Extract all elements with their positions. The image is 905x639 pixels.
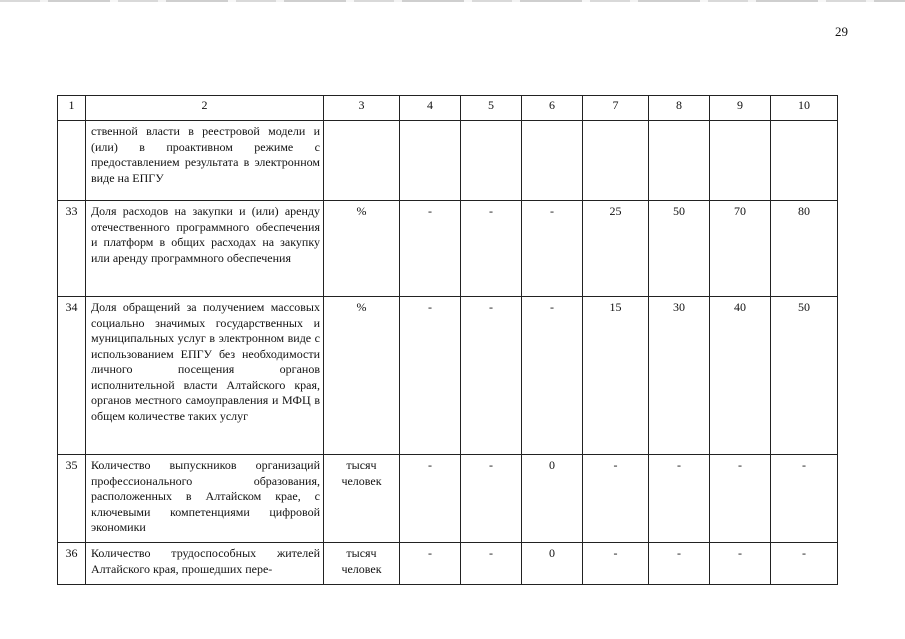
value-cell: - — [649, 543, 710, 585]
value-cell: - — [710, 455, 771, 543]
row-number: 34 — [58, 297, 86, 455]
header-cell: 8 — [649, 96, 710, 121]
value-cell — [710, 121, 771, 201]
page-number: 29 — [835, 24, 848, 39]
value-cell: - — [583, 543, 649, 585]
value-cell: - — [461, 543, 522, 585]
header-cell: 1 — [58, 96, 86, 121]
indicator-description: Количество трудоспособных жителей Алтайского края, прошедших пере- — [86, 543, 324, 585]
row-number: 33 — [58, 201, 86, 297]
header-cell: 10 — [771, 96, 838, 121]
row-number: 35 — [58, 455, 86, 543]
value-cell: 15 — [583, 297, 649, 455]
value-cell: 0 — [522, 455, 583, 543]
value-cell: - — [400, 297, 461, 455]
value-cell: - — [400, 543, 461, 585]
value-cell — [649, 121, 710, 201]
indicator-description: Количество выпускников организаций профессионального образования, расположенных в Алтайском крае, с ключевыми компетенциями цифровой экономики — [86, 455, 324, 543]
value-cell: 80 — [771, 201, 838, 297]
value-cell: 70 — [710, 201, 771, 297]
row-number — [58, 121, 86, 201]
unit-cell: % — [324, 201, 400, 297]
unit-cell: тысяч человек — [324, 455, 400, 543]
unit-cell — [324, 121, 400, 201]
value-cell: - — [649, 455, 710, 543]
value-cell: - — [771, 455, 838, 543]
value-cell: - — [522, 297, 583, 455]
table-row — [58, 201, 838, 297]
value-cell: 30 — [649, 297, 710, 455]
unit-cell: % — [324, 297, 400, 455]
unit-cell: тысяч человек — [324, 543, 400, 585]
value-cell: - — [461, 455, 522, 543]
scan-edge — [0, 0, 905, 2]
header-cell: 7 — [583, 96, 649, 121]
value-cell: - — [771, 543, 838, 585]
value-cell: - — [461, 297, 522, 455]
value-cell: - — [400, 455, 461, 543]
table-row — [58, 543, 838, 585]
value-cell: 0 — [522, 543, 583, 585]
indicator-description: ственной власти в реестровой модели и (или) в проактивном режиме с предоставлением результата в электронном виде на ЕПГУ — [86, 121, 324, 201]
header-cell: 5 — [461, 96, 522, 121]
header-cell: 6 — [522, 96, 583, 121]
value-cell: 50 — [649, 201, 710, 297]
value-cell: 40 — [710, 297, 771, 455]
indicator-description: Доля обращений за получением массовых социально значимых государственных и муниципальных услуг в электронном виде с использованием ЕПГУ без необходимости личного посещения органов исполнительной власти Алтайского края, органов местного самоуправления и МФЦ в общем количестве таких услуг — [86, 297, 324, 455]
value-cell: - — [400, 201, 461, 297]
value-cell: 50 — [771, 297, 838, 455]
header-cell: 2 — [86, 96, 324, 121]
table-row — [58, 121, 838, 201]
value-cell: - — [461, 201, 522, 297]
value-cell — [583, 121, 649, 201]
value-cell — [771, 121, 838, 201]
value-cell — [400, 121, 461, 201]
value-cell — [461, 121, 522, 201]
row-number: 36 — [58, 543, 86, 585]
table-header-row — [58, 96, 838, 121]
header-cell: 9 — [710, 96, 771, 121]
value-cell: - — [522, 201, 583, 297]
table-row — [58, 297, 838, 455]
value-cell: - — [710, 543, 771, 585]
indicators-table — [57, 95, 838, 585]
header-cell: 3 — [324, 96, 400, 121]
value-cell: - — [583, 455, 649, 543]
value-cell — [522, 121, 583, 201]
value-cell: 25 — [583, 201, 649, 297]
table-row — [58, 455, 838, 543]
header-cell: 4 — [400, 96, 461, 121]
indicator-description: Доля расходов на закупки и (или) аренду отечественного программного обеспечения и платформ в общих расходах на закупку или аренду программного обеспечения — [86, 201, 324, 297]
